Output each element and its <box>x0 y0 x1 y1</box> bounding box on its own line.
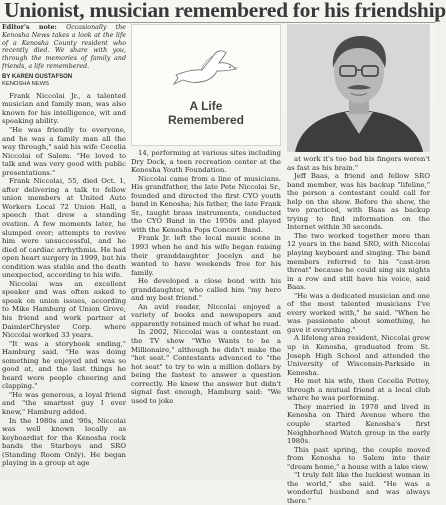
portrait-image <box>287 24 430 152</box>
life-remembered-graphic <box>131 24 281 146</box>
article-column-1 <box>2 24 126 474</box>
headline-rule <box>0 22 435 23</box>
paragraph: 14, performing at various sites including Dry Dock, a teen recreation center at the Kenosha Youth Foundation. <box>131 149 281 175</box>
editors-note-label: Editor's note: <box>2 24 57 31</box>
paragraph: Frank Niccolai, 55, died Oct. 1, after delivering a talk to fellow union members at United Auto Workers Local 72 Union Hall, a speech that drew a standing ovation. A few moments later, he slumped over; attempts to revive him were unsuccessful, and he died of cardiac arrhythmia. He had open heart surgery in 1999, but his condition was stable and the death unexpected, according to his wife. <box>2 177 127 280</box>
byline-name: BY KAREN GUSTAFSON <box>2 73 73 80</box>
byline <box>2 74 126 88</box>
paragraph: The two worked together more than 12 years in the band SRO, with Niccolai playing keyboard and singing. The band members referred to his "cast-iron throat" because he could sing six nights in a row and still have his voice, said Baas. <box>287 231 430 292</box>
byline-org: KENOSHA NEWS <box>2 80 50 87</box>
paragraph: at work it's too bad his fingers weren't as fast as his brain." <box>287 155 430 172</box>
paragraph: He developed a close bond with his granddaughter, who called him "my hero and my best friend." <box>131 277 281 303</box>
paragraph: He met his wife, then Cecelia Pettey, through a mutual friend at a local club where he was performing. <box>287 377 430 403</box>
paragraph: This past spring, the couple moved from Kenosha to Salem into their "dream home," a house with a lake view. <box>287 445 430 471</box>
paragraph: "He was a dedicated musician and one of the most talented musicians I've every worked with," he said. "When he was passionate about something, he gave it everything." <box>287 291 430 334</box>
paragraph: Niccolai was an excellent speaker and was often asked to speak on union issues, according to Mike Hamburg of Union Grove, his friend and work partner at DaimlerChrysler Corp. where Niccolai worked 33 years. <box>2 279 126 340</box>
paragraph: In the 1980s and '90s, Niccolai was well known locally as keyboardist for the Kenosha rock bands the Starboys and SRO (Standing Room Only). He began playing in a group at age <box>2 416 126 468</box>
portrait-photo <box>287 24 430 152</box>
graphic-caption <box>132 99 280 127</box>
paragraph: Niccolai came from a line of musicians. His grandfather, the late Pete Niccolai Sr., founded and directed the first CYO youth band in Kenosha; his father, the late Frank Sr., taught brass instruments, conducted the CYO Band in the 1950s and played with the Kenosha Pops Concert Band. <box>131 174 281 234</box>
article-column-3 <box>287 24 430 505</box>
article-column-2 <box>131 24 281 474</box>
graphic-caption-line-1: A Life <box>189 99 223 113</box>
paragraph: In 2002, Niccolai was a contestant on the TV show "Who Wants to be a Millionaire," although he didn't make the "hot seat." Contestants advanced to "the hot seat" to try to win a million dollars by being the fastest to answer a question correctly. He knew the answer but didn't signal fast enough, Hamburg said: "We used to joke <box>131 328 281 405</box>
paragraph: A lifelong area resident, Niccolai grew up in Kenosha, graduated from St. Joseph High School and attended the University of Wisconsin-Parkside in Kenosha. <box>287 334 430 377</box>
paragraph: "He was friendly to everyone, and he was a family man all the way through," said his wife Cecelia Niccolai of Salem. "He loved to talk and was very good with public presentations." <box>2 125 126 177</box>
graphic-caption-line-2: Remembered <box>167 113 245 127</box>
paragraph: Frank Jr. left the local music scene in 1993 when he and his wife began raising their granddaughter Jocelyn and he wanted to have weekends free for his family. <box>131 234 281 277</box>
paragraph: Frank Niccolai Jr., a talented musician and family man, was also known for his intelligence, wit and speaking ability. <box>2 91 126 126</box>
paragraph: "He was generous, a loyal friend and "the smartest guy I ever knew," Hamburg added. <box>2 390 126 417</box>
editors-note <box>2 24 126 71</box>
paragraph: Jeff Baas, a friend and fellow SRO band member, was his backup "lifeline," the person a contestant could call for help on the show. Before the show, the two practiced, with Baas as backup trying to find information on the Internet within 30 seconds. <box>287 172 430 232</box>
paragraph: An avid reader, Niccolai enjoyed a variety of books and newspapers and apparently retained much of what he read. <box>131 302 282 328</box>
headline: Unionist, musician remembered for his friendship <box>4 0 446 22</box>
paragraph: "I truly felt like the luckiest woman in the world," she said. "He was a wonderful husband and was always there." <box>287 471 430 505</box>
editors-note-text: Occasionally the Kenosha News takes a look at the life of a Kenosha County resident who recently died. We share with you, through the memories of family and friends, a life remembered. <box>2 24 126 70</box>
dove-icon <box>170 45 240 91</box>
paragraph: They married in 1978 and lived in Kenosha on Third Avenue where the couple started Kenosha's first Neighborhood Watch group in the early 1980s. <box>287 402 430 446</box>
paragraph: "It was a storybook ending," Hamburg said. "He was doing something he enjoyed and was so good at, and the last things he heard were people cheering and clapping." <box>2 339 126 391</box>
